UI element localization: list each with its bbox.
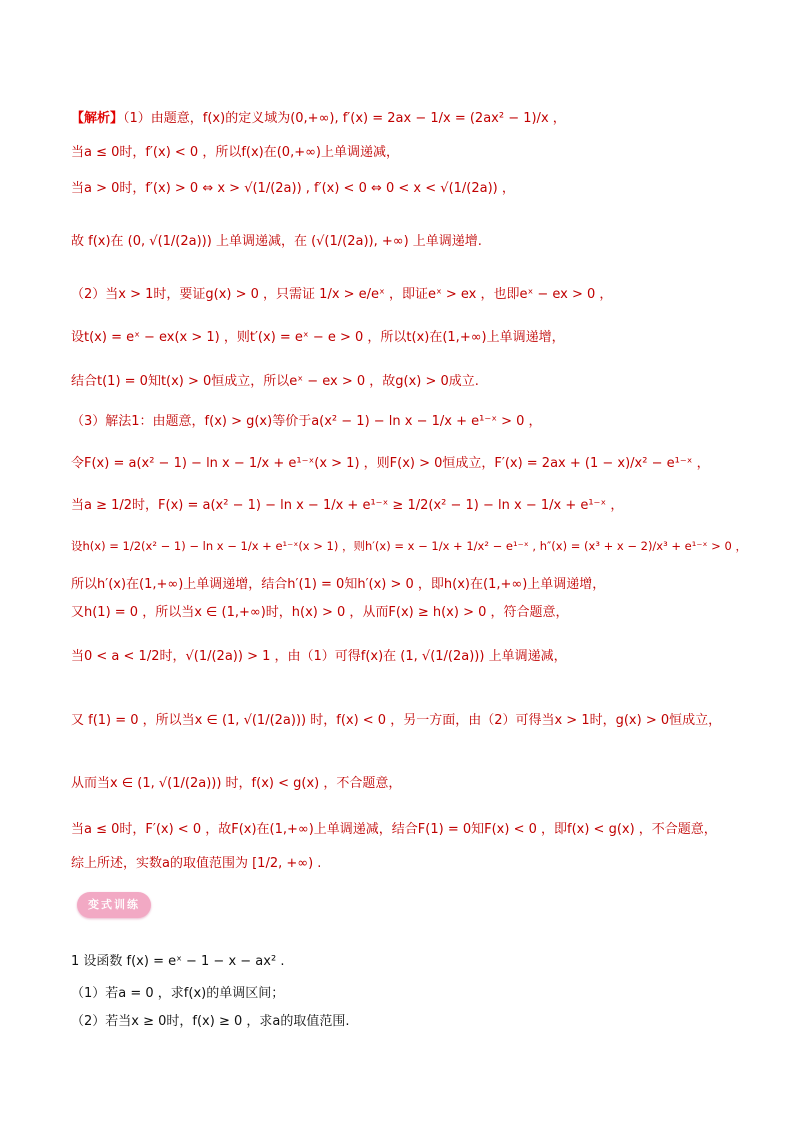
solution-line-3: 当a > 0时，f′(x) > 0 ⇔ x > √(1/(2a)) , f′(x) < 0 ⇔ 0 < x < √(1/(2a)) ， [71, 181, 515, 196]
solution-line-13: 又h(1) = 0 ，所以当x ∈ (1,+∞)时，h(x) > 0 ，从而F(x) ≥ h(x) > 0 ，符合题意， [71, 605, 569, 620]
solution-line-2: 当a ≤ 0时，f′(x) < 0 ，所以f(x)在(0,+∞)上单调递减， [71, 145, 400, 160]
solution-line-12: 所以h′(x)在(1,+∞)上单调递增，结合h′(1) = 0知h′(x) > 0 ，即h(x)在(1,+∞)上单调递增， [71, 577, 606, 592]
solution-line-11: 设h(x) = 1/2(x² − 1) − ln x − 1/x + e¹⁻ˣ(x > 1) ，则h′(x) = x − 1/x + 1/x² − e¹⁻ˣ , h″(x) = (x³ + x − 2)/x³ + e¹⁻ˣ > 0 ， [71, 539, 747, 553]
exercise-line-2: （1）若a = 0 ，求f(x)的单调区间； [71, 986, 285, 1001]
solution-line-6: 设t(x) = eˣ − ex(x > 1) ，则t′(x) = eˣ − e > 0 ，所以t(x)在(1,+∞)上单调递增， [71, 330, 565, 345]
solution-line-18: 综上所述，实数a的取值范围为 [1/2, +∞) . [71, 856, 322, 871]
solution-line-16: 从而当x ∈ (1, √(1/(2a))) 时，f(x) < g(x) ，不合题意， [71, 776, 402, 791]
solution-line-14: 当0 < a < 1/2时，√(1/(2a)) > 1 ，由（1）可得f(x)在 (1, √(1/(2a))) 上单调递减， [71, 649, 567, 664]
exercise-line-1: 1 设函数 f(x) = eˣ − 1 − x − ax² . [71, 954, 285, 969]
solution-line-9: 令F(x) = a(x² − 1) − ln x − 1/x + e¹⁻ˣ(x > 1) ，则F(x) > 0恒成立，F′(x) = 2ax + (1 − x)/x² − e¹⁻ˣ ， [71, 456, 710, 471]
solution-line-17: 当a ≤ 0时，F′(x) < 0 ，故F(x)在(1,+∞)上单调递减，结合F(1) = 0知F(x) < 0 ，即f(x) < g(x) ，不合题意， [71, 822, 717, 837]
solution-line-7: 结合t(1) = 0知t(x) > 0恒成立，所以eˣ − ex > 0 ，故g(x) > 0成立. [71, 374, 479, 389]
solution-tag: 【解析】 [71, 111, 124, 126]
solution-line-10: 当a ≥ 1/2时，F(x) = a(x² − 1) − ln x − 1/x + e¹⁻ˣ ≥ 1/2(x² − 1) − ln x − 1/x + e¹⁻ˣ ， [71, 498, 624, 513]
solution-line-8: （3）解法1：由题意，f(x) > g(x)等价于a(x² − 1) − ln x − 1/x + e¹⁻ˣ > 0 ， [71, 414, 542, 429]
solution-line-15: 又 f(1) = 0 ，所以当x ∈ (1, √(1/(2a))) 时，f(x) < 0 ，另一方面，由（2）可得当x > 1时，g(x) > 0恒成立， [71, 713, 722, 728]
solution-line-1: 【解析】（1）由题意，f(x)的定义域为(0,+∞), f′(x) = 2ax − 1/x = (2ax² − 1)/x ， [71, 111, 566, 126]
solution-line-5: （2）当x > 1时，要证g(x) > 0 ，只需证 1/x > e/eˣ ，即证eˣ > ex ，也即eˣ − ex > 0 ， [71, 287, 613, 302]
solution-line-4: 故 f(x)在 (0, √(1/(2a))) 上单调递减，在 (√(1/(2a)), +∞) 上单调递增. [71, 234, 482, 249]
exercise-line-3: （2）若当x ≥ 0时，f(x) ≥ 0 ，求a的取值范围. [71, 1014, 350, 1029]
variant-training-badge: 变式训练 [77, 892, 151, 918]
